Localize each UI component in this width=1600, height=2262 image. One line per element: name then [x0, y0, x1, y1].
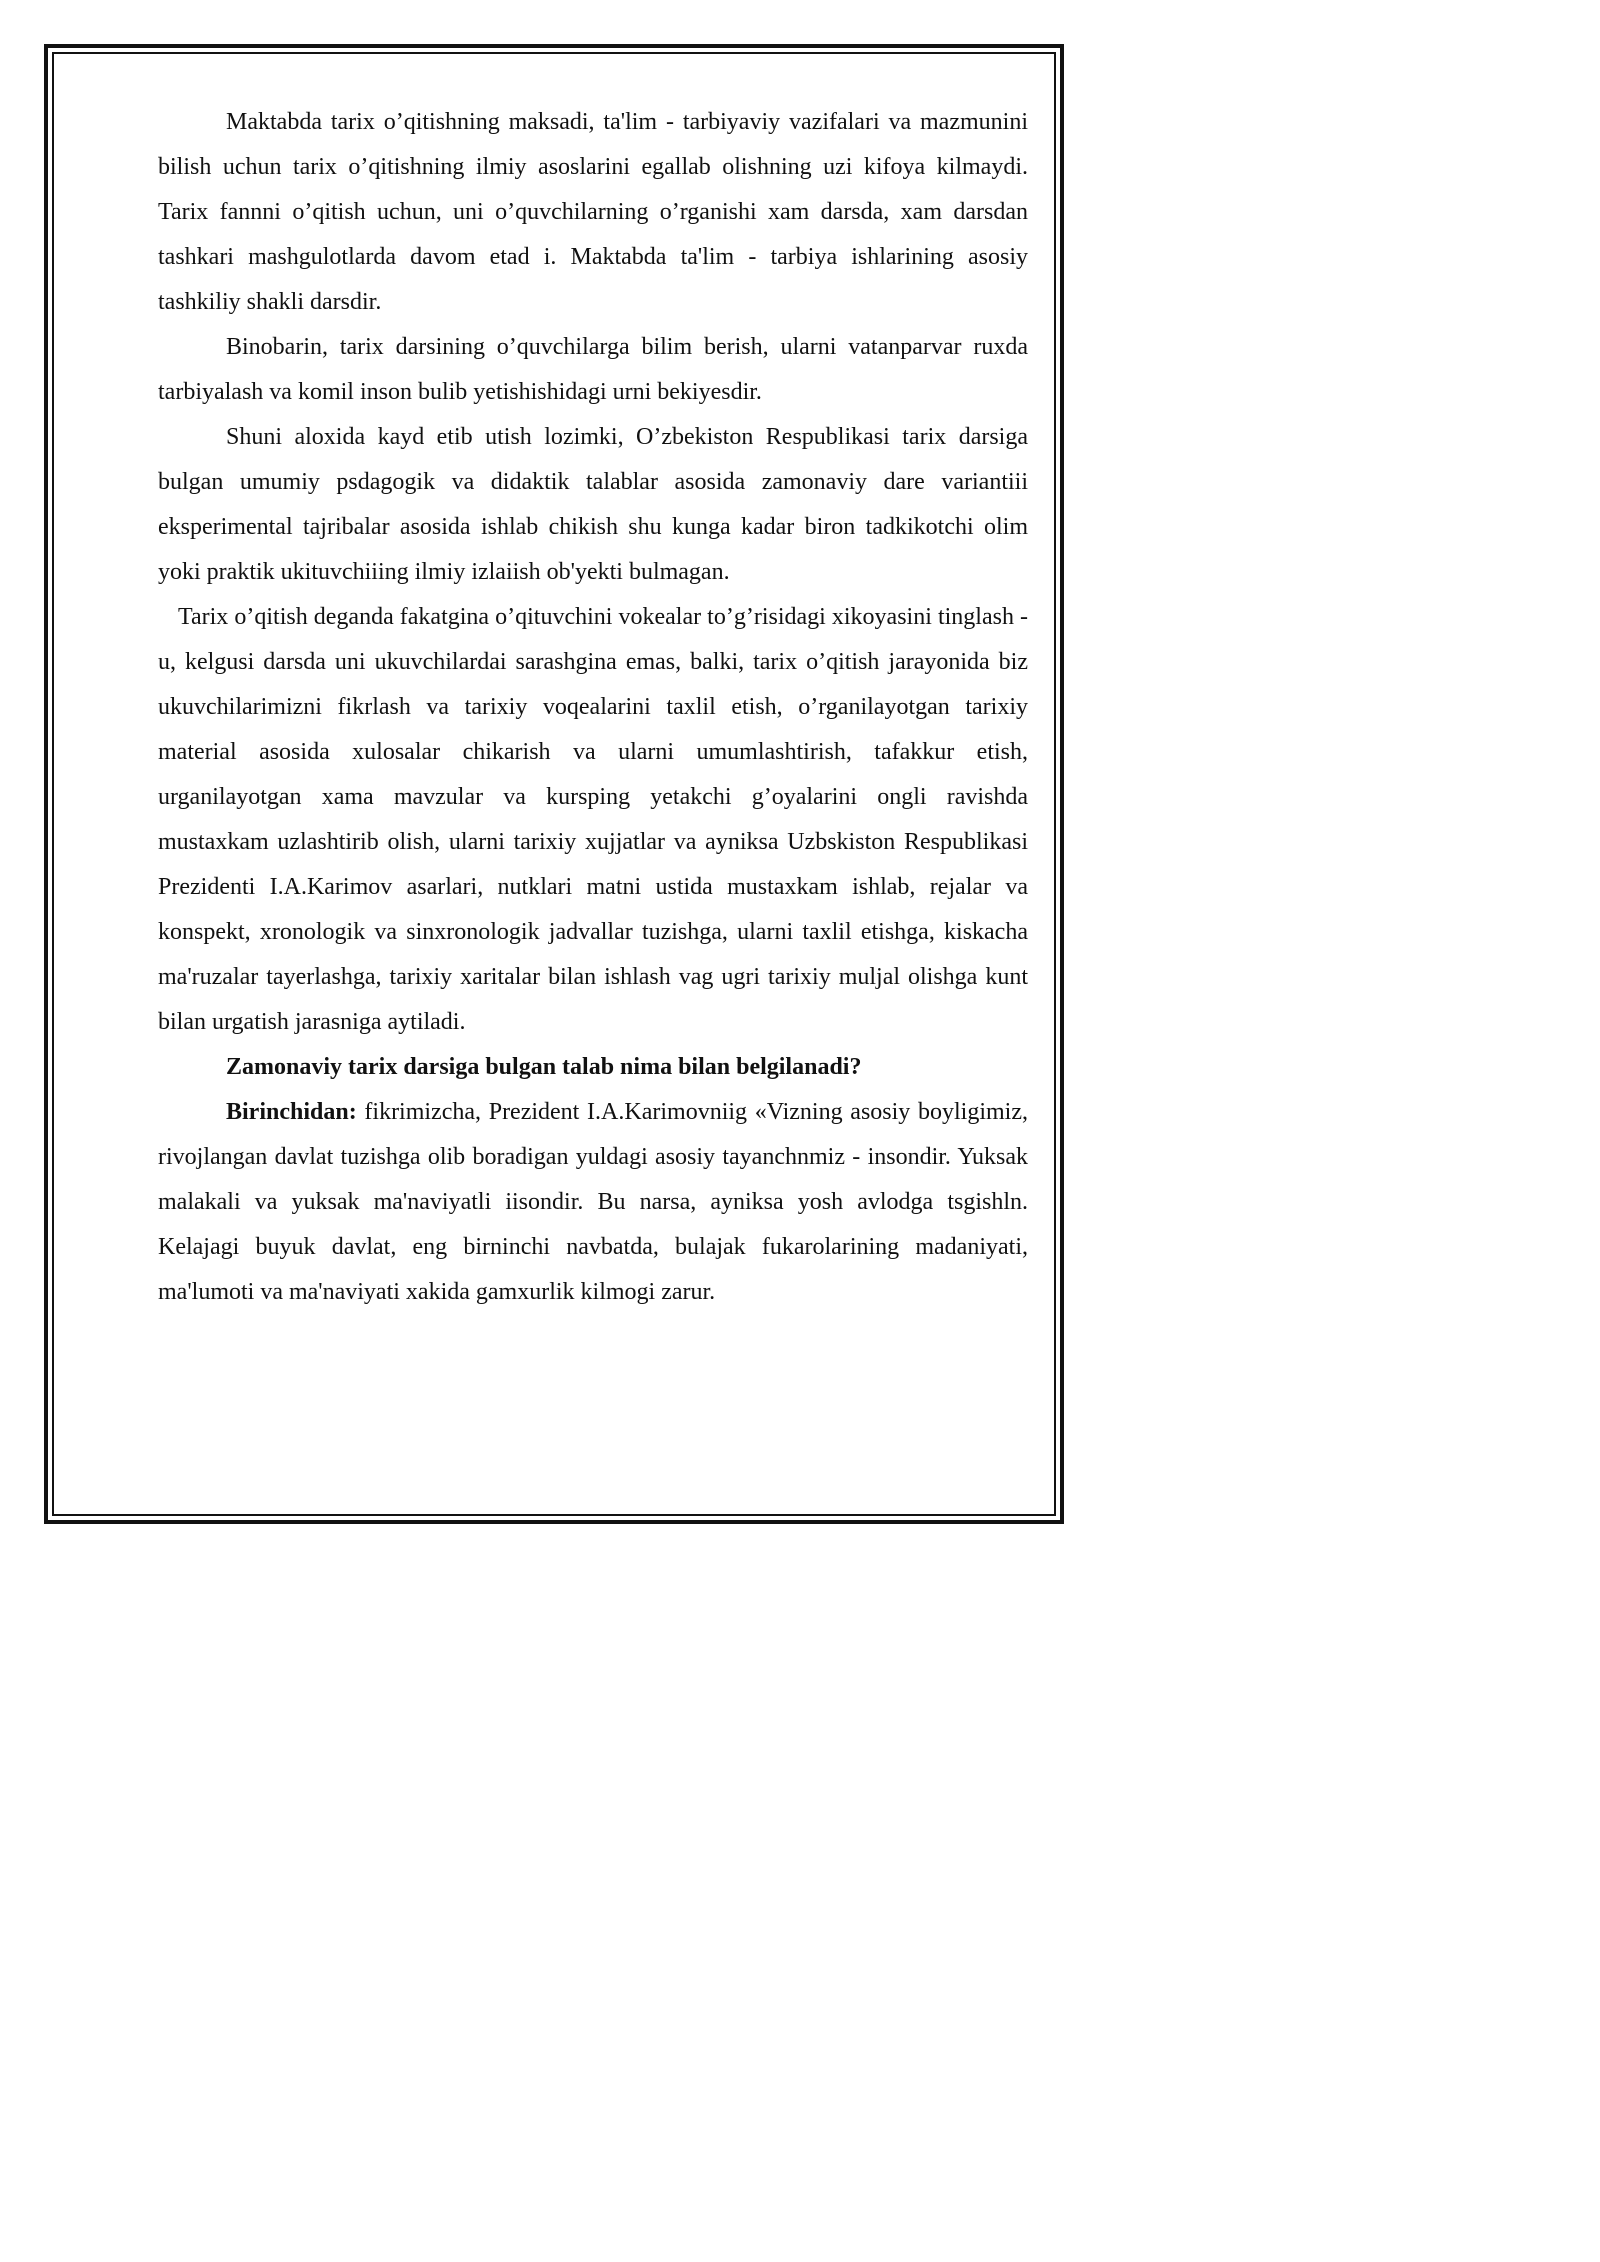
paragraph-1: Maktabda tarix o’qitishning maksadi, ta'lim - tarbiyaviy vazifalari va mazmunini bilish uchun tarix o’qitishning ilmiy asoslarini egallab olishning uzi kifoya kilmaydi. Tarix fannni o’qitish uchun, uni o’quvchilarning o’rganishi xam darsda, xam darsdan tashkari mashgulotlarda davom etad i. Maktabda ta'lim - tarbiya ishlarining asosiy tashkiliy shakli darsdir.: [158, 109, 1028, 315]
paragraph-2: Binobarin, tarix darsining o’quvchilarga bilim berish, ularni vatanparvar ruxda tarbiyalash va komil inson bulib yetishishidagi urni bekiyesdir.: [158, 334, 1028, 405]
section-heading: Zamonaviy tarix darsiga bulgan talab nima bilan belgilanadi?: [226, 1054, 862, 1080]
paragraph-lead: Birinchidan:: [226, 1099, 357, 1125]
paragraph-final: [158, 1090, 1028, 1315]
document-body: [158, 100, 1028, 1315]
paragraph-3: Shuni aloxida kayd etib utish lozimki, O’zbekiston Respublikasi tarix darsiga bulgan umumiy psdagogik va didaktik talablar asosida zamonaviy dare variantiii eksperimental tajribalar asosida ishlab chikish shu kunga kadar biron tadkikotchi olim yoki praktik ukituvchiiing ilmiy izlaiish ob'yekti bulmagan.: [158, 424, 1028, 585]
paragraph-4: Tarix o’qitish deganda fakatgina o’qituvchini vokealar to’g’risidagi xikoyasini tinglash - u, kelgusi darsda uni ukuvchilardai sarashgina emas, balki, tarix o’qitish jarayonida biz ukuvchilarimizni fikrlash va tarixiy voqealarini taxlil etish, o’rganilayotgan tarixiy material asosida xulosalar chikarish va ularni umumlashtirish, tafakkur etish, urganilayotgan xama mavzular va kursping yetakchi g’oyalarini ongli ravishda mustaxkam uzlashtirib olish, ularni tarixiy xujjatlar va ayniksa Uzbskiston Respublikasi Prezidenti I.A.Karimov asarlari, nutklari matni ustida mustaxkam ishlab, rejalar va konspekt, xronologik va sinxronologik jadvallar tuzishga, ularni taxlil etishga, kiskacha ma'ruzalar tayerlashga, tarixiy xaritalar bilan ishlash vag ugri tarixiy muljal olishga kunt bilan urgatish jarasniga aytiladi.: [158, 604, 1028, 1035]
paragraph-final-text: fikrimizcha, Prezident I.A.Karimovniig «Vizning asosiy boyligimiz, rivojlangan davlat tuzishga olib boradigan yuldagi asosiy tayanchnmiz - insondir. Yuksak malakali va yuksak ma'naviyatli iisondir. Bu narsa, ayniksa yosh avlodga tsgishln. Kelajagi buyuk davlat, eng birninchi navbatda, bulajak fukarolarining madaniyati, ma'lumoti va ma'naviyati xakida gamxurlik kilmogi zarur.: [158, 1099, 1028, 1305]
